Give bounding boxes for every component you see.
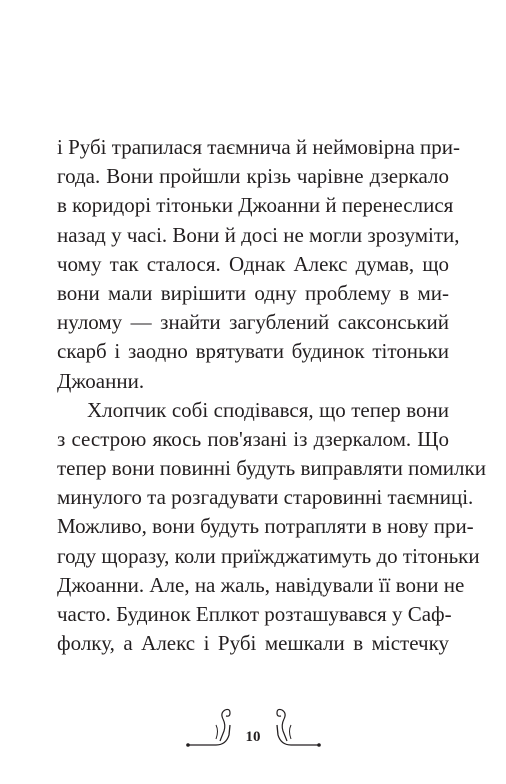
text-line: Джоанни. Але, на жаль, навідували її вони не [57,572,465,597]
text-line: тепер вони повинні будуть виправляти помилки [57,456,486,481]
page-footer [0,705,506,765]
text-line: з сестрою якось пов'язані із дзеркалом. Що [57,426,449,451]
text-line: часто. Будинок Еплкот розташувався у Саф- [57,602,452,626]
swirl-ornament-icon [186,705,232,749]
page-number: 10 [245,729,261,745]
text-line: Хлопчик собі сподівався, що тепер вони [87,397,449,422]
text-line: Джоанни. [57,368,145,393]
text-line: в коридорі тітоньки Джоанни й перенеслися [57,193,454,218]
text-line: году щоразу, коли приїжджатимуть до тітоньки [57,543,480,568]
text-line: і Рубі трапилася таємнича й неймовірна при- [57,135,461,159]
text-line: нулому — знайти загублений саксонський [57,310,449,335]
swirl-ornament-icon [275,705,321,749]
text-line: чому так сталося. Однак Алекс думав, що [57,251,449,276]
text-line: назад у часі. Вони й досі не могли зрозуміти, [57,222,460,247]
text-line: скарб і заодно врятувати будинок тітоньки [57,339,449,364]
text-line: минулого та розгадувати старовинні таємниці. [57,485,474,510]
text-line: фолку, а Алекс і Рубі мешкали в містечку [57,631,449,656]
text-line: года. Вони пройшли крізь чарівне дзеркало [57,164,449,189]
text-line: вони мали вирішити одну проблему в ми- [57,280,449,305]
body-text [57,133,486,658]
text-line: Можливо, вони будуть потрапляти в нову при- [57,514,474,539]
